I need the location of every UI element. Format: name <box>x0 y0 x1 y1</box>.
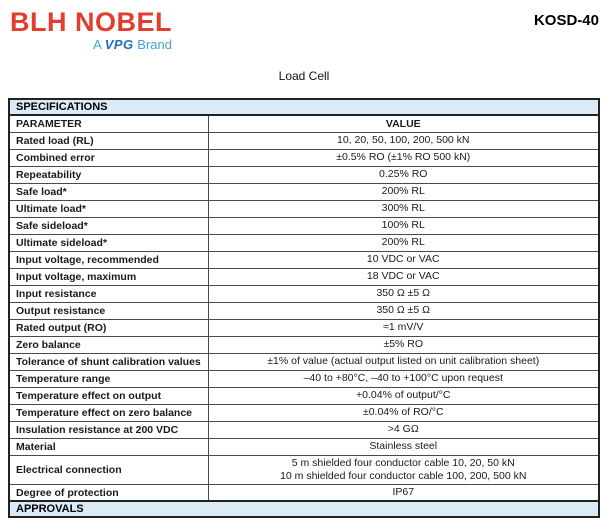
table-row <box>9 285 599 302</box>
vpg-brand-tagline <box>10 38 172 51</box>
value-cell <box>208 251 599 268</box>
value-cell <box>208 285 599 302</box>
value-line: 350 Ω ±5 Ω <box>376 286 431 299</box>
value-cell <box>208 217 599 234</box>
column-header-row <box>9 115 599 132</box>
value-line: ±0.04% of RO/°C <box>362 405 444 418</box>
table-row <box>9 166 599 183</box>
value-cell <box>208 132 599 149</box>
parameter-cell: Ultimate sideload* <box>9 234 208 251</box>
column-header-parameter: PARAMETER <box>9 115 208 132</box>
parameter-cell: Temperature effect on zero balance <box>9 404 208 421</box>
value-line: 0.25% RO <box>379 167 428 180</box>
parameter-cell: Ultimate load* <box>9 200 208 217</box>
table-row <box>9 251 599 268</box>
table-row <box>9 421 599 438</box>
value-cell <box>208 484 599 501</box>
parameter-cell: Electrical connection <box>9 455 208 484</box>
value-cell <box>208 302 599 319</box>
table-row <box>9 200 599 217</box>
parameter-cell: Input voltage, maximum <box>9 268 208 285</box>
value-cell <box>208 268 599 285</box>
tagline-prefix: A <box>93 37 102 52</box>
logo-title: BLH NOBEL <box>10 7 172 37</box>
value-line: 10 VDC or VAC <box>366 252 440 265</box>
table-row <box>9 353 599 370</box>
value-cell <box>208 421 599 438</box>
value-line: 10, 20, 50, 100, 200, 500 kN <box>336 133 470 146</box>
table-row <box>9 404 599 421</box>
value-line: 18 VDC or VAC <box>366 269 440 282</box>
value-cell <box>208 183 599 200</box>
specifications-section-header: SPECIFICATIONS <box>9 99 599 115</box>
value-line: IP67 <box>392 485 415 498</box>
parameter-cell: Input voltage, recommended <box>9 251 208 268</box>
value-line: 200% RL <box>381 235 425 248</box>
table-row <box>9 455 599 484</box>
value-cell <box>208 455 599 484</box>
parameter-cell: Output resistance <box>9 302 208 319</box>
value-line: ≈1 mV/V <box>383 320 424 333</box>
column-header-value: VALUE <box>208 115 599 132</box>
value-cell <box>208 370 599 387</box>
table-row <box>9 319 599 336</box>
parameter-cell: Combined error <box>9 149 208 166</box>
page-header <box>0 0 608 54</box>
parameter-cell: Degree of protection <box>9 484 208 501</box>
parameter-cell: Rated output (RO) <box>9 319 208 336</box>
parameter-cell: Insulation resistance at 200 VDC <box>9 421 208 438</box>
table-row <box>9 268 599 285</box>
approvals-section-header: APPROVALS <box>9 501 599 517</box>
value-line: >4 GΩ <box>387 422 419 435</box>
table-row <box>9 438 599 455</box>
table-row <box>9 302 599 319</box>
table-row <box>9 217 599 234</box>
parameter-cell: Repeatability <box>9 166 208 183</box>
parameter-cell: Tolerance of shunt calibration values <box>9 353 208 370</box>
table-row <box>9 336 599 353</box>
approvals-section-row <box>9 501 599 517</box>
value-cell <box>208 353 599 370</box>
model-number: KOSD-40 <box>533 12 599 29</box>
tagline-suffix: Brand <box>137 37 172 52</box>
value-line: 100% RL <box>381 218 425 231</box>
table-row <box>9 484 599 501</box>
vpg-logo-text: VPG <box>104 37 134 52</box>
value-line: 300% RL <box>381 201 425 214</box>
parameter-cell: Rated load (RL) <box>9 132 208 149</box>
value-line: 350 Ω ±5 Ω <box>376 303 431 316</box>
table-row <box>9 370 599 387</box>
value-cell <box>208 319 599 336</box>
value-line: 5 m shielded four conductor cable 10, 20, 50 kN <box>291 456 515 469</box>
product-subtitle: Load Cell <box>278 69 330 83</box>
value-line: Stainless steel <box>369 439 438 452</box>
value-line: –40 to +80°C, –40 to +100°C upon request <box>303 371 503 384</box>
parameter-cell: Zero balance <box>9 336 208 353</box>
table-row <box>9 387 599 404</box>
value-line: ±1% of value (actual output listed on unit calibration sheet) <box>267 354 540 367</box>
value-line: ±5% RO <box>383 337 424 350</box>
parameter-cell: Input resistance <box>9 285 208 302</box>
parameter-cell: Temperature effect on output <box>9 387 208 404</box>
value-cell <box>208 387 599 404</box>
parameter-cell: Temperature range <box>9 370 208 387</box>
value-cell <box>208 200 599 217</box>
spec-rows-body <box>9 132 599 501</box>
value-cell <box>208 336 599 353</box>
value-cell <box>208 166 599 183</box>
value-cell <box>208 438 599 455</box>
value-line: 10 m shielded four conductor cable 100, 200, 500 kN <box>280 469 527 482</box>
value-cell <box>208 234 599 251</box>
parameter-cell: Material <box>9 438 208 455</box>
parameter-cell: Safe load* <box>9 183 208 200</box>
table-row <box>9 149 599 166</box>
value-line: 200% RL <box>381 184 425 197</box>
parameter-cell: Safe sideload* <box>9 217 208 234</box>
specifications-table <box>8 98 600 518</box>
value-line: +0.04% of output/°C <box>356 388 451 401</box>
specifications-section-row <box>9 99 599 115</box>
value-line: ±0.5% RO (±1% RO 500 kN) <box>336 150 471 163</box>
table-row <box>9 183 599 200</box>
table-row <box>9 132 599 149</box>
blh-nobel-logo <box>10 9 172 51</box>
value-cell <box>208 404 599 421</box>
table-row <box>9 234 599 251</box>
value-cell <box>208 149 599 166</box>
